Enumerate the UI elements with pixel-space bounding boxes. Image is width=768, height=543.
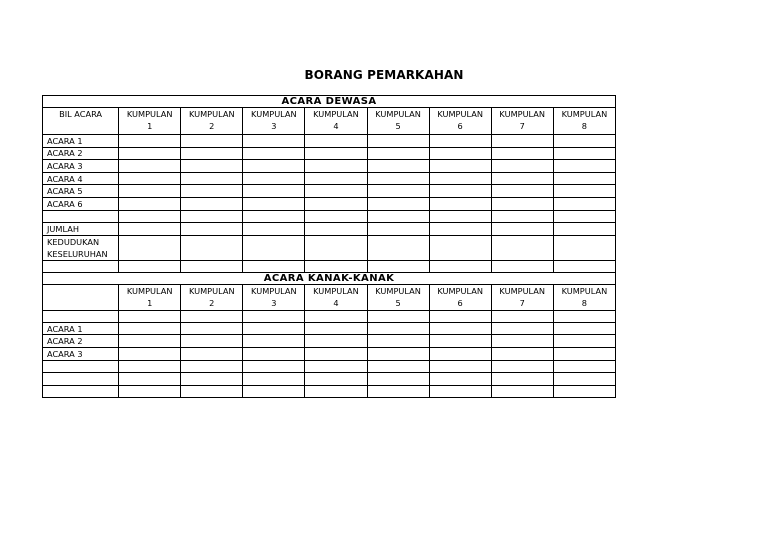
row-label (43, 235, 119, 260)
score-cell[interactable] (491, 147, 553, 160)
score-cell[interactable] (429, 197, 491, 210)
score-cell[interactable] (491, 185, 553, 198)
first-column-header-label: BIL ACARA (59, 109, 103, 119)
section-heading: ACARA KANAK-KANAK (43, 272, 616, 284)
blank-row (43, 360, 616, 373)
score-cell[interactable] (243, 197, 305, 210)
score-cell[interactable] (119, 310, 181, 322)
score-cell[interactable] (119, 322, 181, 335)
group-name: KUMPULAN (126, 285, 173, 296)
score-cell[interactable] (491, 135, 553, 148)
score-cell[interactable] (181, 197, 243, 210)
group-number: 5 (395, 121, 401, 131)
score-cell[interactable] (243, 347, 305, 360)
score-cell[interactable] (367, 172, 429, 185)
score-cell[interactable] (243, 210, 305, 223)
score-cell[interactable] (553, 360, 615, 373)
group-name: KUMPULAN (313, 285, 359, 296)
score-cell[interactable] (553, 347, 615, 360)
score-cell[interactable] (491, 310, 553, 322)
group-header (491, 284, 553, 310)
score-cell[interactable] (181, 322, 243, 335)
score-cell[interactable] (305, 360, 367, 373)
row-label: ACARA 1 (43, 322, 119, 335)
group-number: 6 (457, 121, 463, 131)
score-cell[interactable] (491, 172, 553, 185)
score-cell[interactable] (181, 347, 243, 360)
ranking-label-line1: KEDUDUKAN (47, 236, 100, 247)
score-cell[interactable] (243, 322, 305, 335)
blank-row (43, 310, 616, 322)
group-number: 7 (519, 121, 525, 131)
group-header (429, 284, 491, 310)
total-row (43, 223, 616, 236)
score-cell[interactable] (367, 347, 429, 360)
score-cell[interactable] (243, 360, 305, 373)
table-row (43, 172, 616, 185)
group-number: 3 (271, 297, 277, 308)
score-cell[interactable] (243, 185, 305, 198)
row-label (43, 373, 119, 386)
first-column-header (43, 284, 119, 310)
score-cell[interactable] (305, 310, 367, 322)
group-header (367, 284, 429, 310)
score-cell[interactable] (491, 160, 553, 173)
score-cell[interactable] (491, 210, 553, 223)
score-cell[interactable] (367, 223, 429, 236)
score-cell[interactable] (429, 135, 491, 148)
row-label: ACARA 2 (43, 335, 119, 348)
score-cell[interactable] (181, 185, 243, 198)
score-cell[interactable] (243, 160, 305, 173)
score-cell[interactable] (119, 160, 181, 173)
group-header (119, 108, 181, 135)
group-name: KUMPULAN (375, 109, 421, 119)
row-label (43, 210, 119, 223)
group-name: KUMPULAN (251, 285, 297, 296)
blank-row (43, 260, 616, 272)
score-cell[interactable] (243, 147, 305, 160)
score-cell[interactable] (305, 347, 367, 360)
group-number: 2 (209, 121, 215, 131)
score-cell[interactable] (367, 373, 429, 386)
score-cell[interactable] (119, 210, 181, 223)
group-header (305, 284, 367, 310)
score-cell[interactable] (243, 223, 305, 236)
group-name: KUMPULAN (561, 109, 608, 119)
group-header (243, 108, 305, 135)
blank-row (43, 210, 616, 223)
score-cell[interactable] (429, 260, 491, 272)
row-label: JUMLAH (43, 223, 119, 236)
score-cell[interactable] (367, 185, 429, 198)
group-header (491, 108, 553, 135)
score-cell[interactable] (553, 235, 615, 260)
score-cell[interactable] (367, 260, 429, 272)
score-cell[interactable] (367, 360, 429, 373)
group-number: 6 (457, 297, 463, 308)
score-cell[interactable] (553, 322, 615, 335)
table-row (43, 160, 616, 173)
row-label: ACARA 3 (43, 347, 119, 360)
score-cell[interactable] (553, 172, 615, 185)
ranking-row (43, 235, 616, 260)
score-cell[interactable] (305, 260, 367, 272)
score-cell[interactable] (429, 310, 491, 322)
score-cell[interactable] (305, 335, 367, 348)
score-cell[interactable] (553, 310, 615, 322)
group-header (429, 108, 491, 135)
score-cell[interactable] (119, 335, 181, 348)
score-cell[interactable] (305, 147, 367, 160)
score-cell[interactable] (367, 310, 429, 322)
group-number: 4 (333, 121, 339, 131)
group-name: KUMPULAN (561, 285, 608, 296)
ranking-label-line2: KESELURUHAN (47, 248, 108, 259)
score-cell[interactable] (305, 373, 367, 386)
score-cell[interactable] (429, 360, 491, 373)
column-header-row (43, 108, 616, 135)
score-cell[interactable] (491, 260, 553, 272)
score-cell[interactable] (181, 235, 243, 260)
score-cell[interactable] (181, 310, 243, 322)
group-number: 4 (333, 297, 339, 308)
group-name: KUMPULAN (499, 109, 546, 119)
score-cell[interactable] (243, 135, 305, 148)
group-name: KUMPULAN (313, 109, 359, 119)
score-cell[interactable] (553, 335, 615, 348)
score-cell[interactable] (305, 210, 367, 223)
score-cell[interactable] (367, 135, 429, 148)
score-cell[interactable] (553, 147, 615, 160)
score-cell[interactable] (429, 223, 491, 236)
score-cell[interactable] (491, 197, 553, 210)
score-cell[interactable] (367, 335, 429, 348)
score-cell[interactable] (119, 185, 181, 198)
score-cell[interactable] (181, 147, 243, 160)
row-label: ACARA 3 (43, 160, 119, 173)
section-heading-row (43, 96, 616, 108)
group-header (119, 284, 181, 310)
score-cell[interactable] (305, 135, 367, 148)
score-cell[interactable] (119, 235, 181, 260)
score-cell[interactable] (553, 223, 615, 236)
score-cell[interactable] (491, 335, 553, 348)
score-cell[interactable] (243, 373, 305, 386)
score-cell[interactable] (491, 223, 553, 236)
group-number: 3 (271, 121, 277, 131)
score-cell[interactable] (243, 310, 305, 322)
score-cell[interactable] (491, 385, 553, 398)
score-cell[interactable] (367, 210, 429, 223)
group-header (305, 108, 367, 135)
row-label (43, 385, 119, 398)
score-cell[interactable] (367, 197, 429, 210)
score-cell[interactable] (553, 210, 615, 223)
score-cell[interactable] (429, 172, 491, 185)
score-cell[interactable] (305, 172, 367, 185)
score-cell[interactable] (305, 197, 367, 210)
group-header (181, 108, 243, 135)
group-name: KUMPULAN (251, 109, 297, 119)
score-cell[interactable] (243, 235, 305, 260)
group-name: KUMPULAN (126, 109, 173, 119)
score-cell[interactable] (305, 385, 367, 398)
score-cell[interactable] (243, 385, 305, 398)
group-header (181, 284, 243, 310)
score-cell[interactable] (181, 210, 243, 223)
score-cell[interactable] (367, 160, 429, 173)
group-number: 1 (147, 297, 153, 308)
score-cell[interactable] (119, 373, 181, 386)
row-label: ACARA 5 (43, 185, 119, 198)
score-cell[interactable] (181, 360, 243, 373)
row-label (43, 360, 119, 373)
score-cell[interactable] (491, 347, 553, 360)
score-cell[interactable] (367, 235, 429, 260)
column-header-row (43, 284, 616, 310)
table-row (43, 185, 616, 198)
row-label: ACARA 1 (43, 135, 119, 148)
group-name: KUMPULAN (437, 109, 483, 119)
score-cell[interactable] (367, 385, 429, 398)
score-cell[interactable] (305, 322, 367, 335)
group-name: KUMPULAN (437, 285, 483, 296)
score-cell[interactable] (181, 373, 243, 386)
table-row (43, 147, 616, 160)
row-label (43, 310, 119, 322)
score-cell[interactable] (181, 160, 243, 173)
score-cell[interactable] (243, 260, 305, 272)
table-row (43, 335, 616, 348)
score-cell[interactable] (243, 335, 305, 348)
score-cell[interactable] (119, 360, 181, 373)
section-heading: ACARA DEWASA (43, 96, 616, 108)
score-cell[interactable] (553, 185, 615, 198)
score-cell[interactable] (181, 223, 243, 236)
score-cell[interactable] (119, 347, 181, 360)
score-cell[interactable] (553, 373, 615, 386)
score-cell[interactable] (181, 335, 243, 348)
group-name: KUMPULAN (188, 285, 235, 296)
score-cell[interactable] (119, 172, 181, 185)
score-cell[interactable] (429, 147, 491, 160)
score-cell[interactable] (429, 347, 491, 360)
score-cell[interactable] (429, 322, 491, 335)
score-cell[interactable] (553, 160, 615, 173)
page-title: BORANG PEMARKAHAN (304, 68, 464, 82)
score-cell[interactable] (119, 147, 181, 160)
score-cell[interactable] (119, 260, 181, 272)
score-cell[interactable] (181, 260, 243, 272)
group-header (243, 284, 305, 310)
score-cell[interactable] (491, 235, 553, 260)
score-cell[interactable] (553, 385, 615, 398)
first-column-header (43, 108, 119, 135)
score-cell[interactable] (491, 373, 553, 386)
table-row (43, 197, 616, 210)
row-label: ACARA 6 (43, 197, 119, 210)
score-cell[interactable] (119, 223, 181, 236)
score-cell[interactable] (429, 210, 491, 223)
section-heading-row (43, 272, 616, 284)
score-cell[interactable] (181, 385, 243, 398)
score-cell[interactable] (305, 160, 367, 173)
score-cell[interactable] (305, 223, 367, 236)
score-cell[interactable] (429, 385, 491, 398)
group-number: 5 (395, 297, 401, 308)
score-cell[interactable] (429, 160, 491, 173)
score-cell[interactable] (429, 235, 491, 260)
group-number: 8 (581, 297, 587, 308)
group-number: 2 (209, 297, 215, 308)
score-cell[interactable] (119, 135, 181, 148)
score-cell[interactable] (305, 185, 367, 198)
score-cell[interactable] (553, 197, 615, 210)
group-number: 7 (519, 297, 525, 308)
score-cell[interactable] (305, 235, 367, 260)
blank-row (43, 385, 616, 398)
group-number: 8 (581, 121, 587, 131)
score-cell[interactable] (491, 360, 553, 373)
scoring-table (42, 95, 616, 398)
score-cell[interactable] (367, 322, 429, 335)
table-row (43, 322, 616, 335)
group-header (553, 284, 615, 310)
score-cell[interactable] (429, 373, 491, 386)
row-label: ACARA 4 (43, 172, 119, 185)
score-cell[interactable] (553, 260, 615, 272)
score-cell[interactable] (181, 135, 243, 148)
score-cell[interactable] (119, 197, 181, 210)
score-cell[interactable] (429, 185, 491, 198)
group-name: KUMPULAN (375, 285, 421, 296)
score-cell[interactable] (429, 335, 491, 348)
table-row (43, 135, 616, 148)
score-cell[interactable] (119, 385, 181, 398)
score-cell[interactable] (491, 322, 553, 335)
group-header (367, 108, 429, 135)
group-header (553, 108, 615, 135)
score-cell[interactable] (367, 147, 429, 160)
group-name: KUMPULAN (499, 285, 546, 296)
row-label (43, 260, 119, 272)
score-cell[interactable] (181, 172, 243, 185)
blank-row (43, 373, 616, 386)
group-number: 1 (147, 121, 153, 131)
group-name: KUMPULAN (188, 109, 235, 119)
score-cell[interactable] (553, 135, 615, 148)
row-label: ACARA 2 (43, 147, 119, 160)
score-cell[interactable] (243, 172, 305, 185)
table-row (43, 347, 616, 360)
